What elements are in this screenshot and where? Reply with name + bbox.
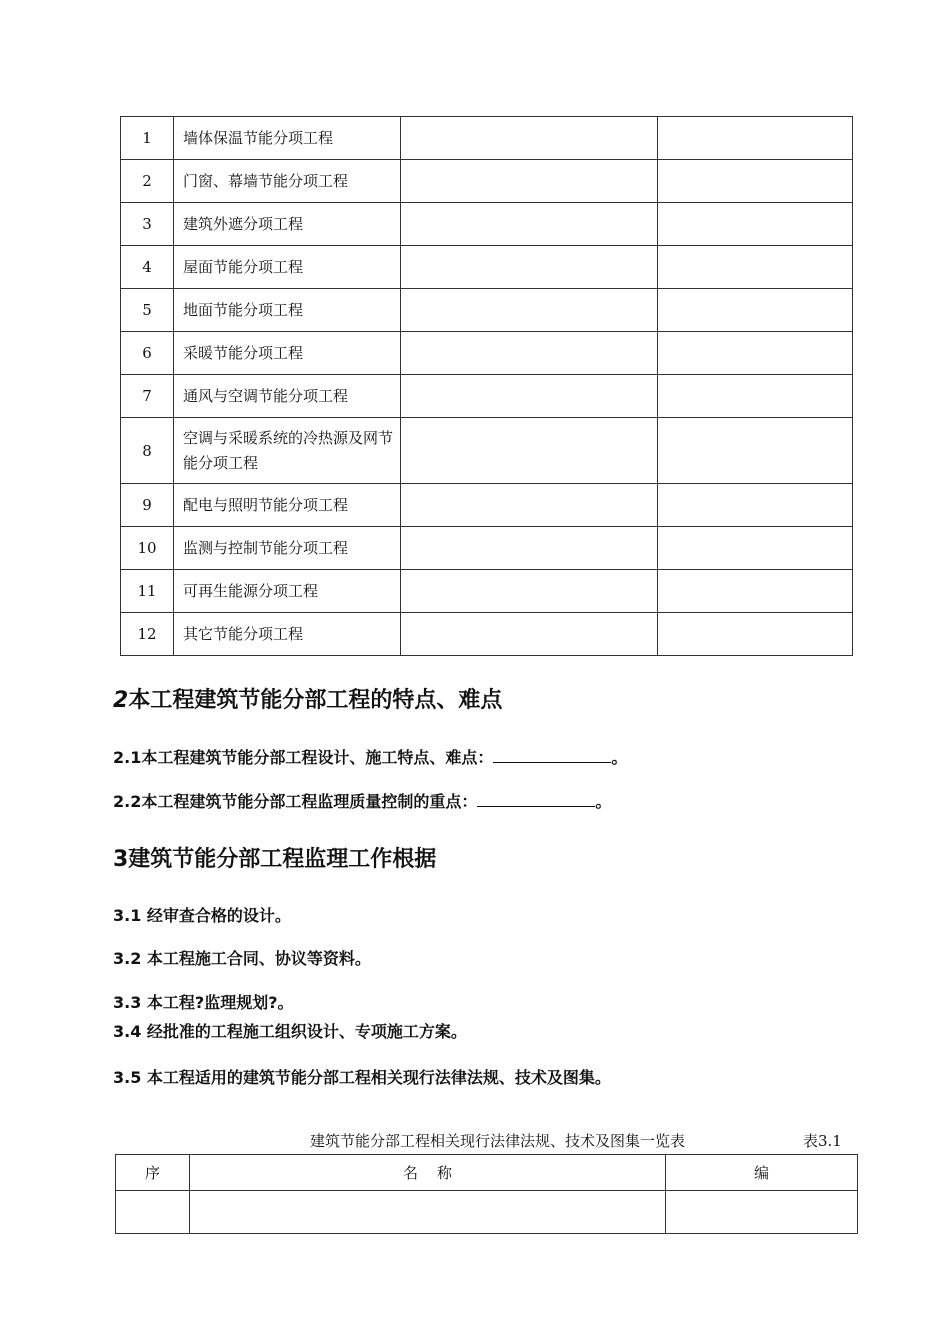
header-cell-index: 序: [116, 1155, 190, 1191]
empty-cell: [658, 332, 853, 375]
empty-cell: [401, 375, 658, 418]
table-row: [121, 203, 853, 246]
table-cell: [190, 1191, 666, 1234]
table-row: [121, 570, 853, 613]
row-number: 7: [121, 375, 174, 418]
table-header-row: [116, 1155, 858, 1191]
table-row: [121, 527, 853, 570]
table-row: [121, 418, 853, 484]
end-mark: 。: [611, 748, 628, 767]
empty-cell: [401, 160, 658, 203]
subitem-name: 采暖节能分项工程: [174, 332, 401, 375]
table-row: [121, 613, 853, 656]
table-row: [116, 1191, 858, 1234]
subitem-name: 配电与照明节能分项工程: [174, 484, 401, 527]
subitem-name: 其它节能分项工程: [174, 613, 401, 656]
row-number: 10: [121, 527, 174, 570]
empty-cell: [658, 484, 853, 527]
section-2-heading: [113, 683, 502, 714]
empty-cell: [658, 613, 853, 656]
row-number: 4: [121, 246, 174, 289]
empty-cell: [401, 613, 658, 656]
empty-cell: [401, 418, 658, 484]
item-3-2: 3.2 本工程施工合同、协议等资料。: [113, 949, 371, 968]
empty-cell: [401, 203, 658, 246]
empty-cell: [658, 375, 853, 418]
subitem-name: 监测与控制节能分项工程: [174, 527, 401, 570]
row-number: 8: [121, 418, 174, 484]
section-3-heading: 3建筑节能分部工程监理工作根据: [113, 847, 437, 872]
empty-cell: [401, 289, 658, 332]
empty-cell: [658, 570, 853, 613]
empty-cell: [401, 484, 658, 527]
item-3-4: 3.4 经批准的工程施工组织设计、专项施工方案。: [113, 1022, 467, 1041]
row-number: 3: [121, 203, 174, 246]
empty-cell: [401, 332, 658, 375]
subitem-table: [120, 116, 853, 656]
table-row: [121, 332, 853, 375]
subitem-name: 墙体保温节能分项工程: [174, 117, 401, 160]
empty-cell: [401, 527, 658, 570]
table-row: [121, 117, 853, 160]
row-number: 11: [121, 570, 174, 613]
row-number: 9: [121, 484, 174, 527]
item-3-1: 3.1 经审查合格的设计。: [113, 906, 291, 925]
table-number: 表3.1: [803, 1132, 842, 1150]
item-3-5: 3.5 本工程适用的建筑节能分部工程相关现行法律法规、技术及图集。: [113, 1068, 611, 1087]
table-row: [121, 484, 853, 527]
subitem-name: 通风与空调节能分项工程: [174, 375, 401, 418]
table-caption: 建筑节能分部工程相关现行法律法规、技术及图集一览表: [310, 1132, 686, 1150]
header-cell-code: 编: [666, 1155, 858, 1191]
subitem-name: 可再生能源分项工程: [174, 570, 401, 613]
subitem-name: 屋面节能分项工程: [174, 246, 401, 289]
fill-blank: [493, 746, 611, 763]
paragraph-2-2-text: 2.2本工程建筑节能分部工程监理质量控制的重点：: [113, 792, 478, 811]
empty-cell: [658, 117, 853, 160]
table-cell: [116, 1191, 190, 1234]
subitem-name: 地面节能分项工程: [174, 289, 401, 332]
empty-cell: [658, 418, 853, 484]
row-number: 6: [121, 332, 174, 375]
regulations-table: [115, 1154, 858, 1234]
empty-cell: [658, 203, 853, 246]
section-2-number: 2: [113, 688, 129, 713]
empty-cell: [401, 570, 658, 613]
table-row: [121, 246, 853, 289]
table-row: [121, 289, 853, 332]
paragraph-2-1-text: 2.1本工程建筑节能分部工程设计、施工特点、难点：: [113, 748, 494, 767]
paragraph-2-2: [113, 789, 611, 812]
fill-blank: [477, 790, 595, 807]
empty-cell: [658, 527, 853, 570]
subitem-name: 门窗、幕墙节能分项工程: [174, 160, 401, 203]
empty-cell: [658, 246, 853, 289]
row-number: 2: [121, 160, 174, 203]
table-row: [121, 160, 853, 203]
empty-cell: [401, 117, 658, 160]
empty-cell: [658, 160, 853, 203]
section-2-title: 本工程建筑节能分部工程的特点、难点: [128, 688, 503, 713]
table-cell: [666, 1191, 858, 1234]
item-3-3: 3.3 本工程?监理规划?。: [113, 993, 294, 1012]
empty-cell: [401, 246, 658, 289]
row-number: 12: [121, 613, 174, 656]
empty-cell: [658, 289, 853, 332]
end-mark: 。: [595, 792, 612, 811]
subitem-name: 建筑外遮分项工程: [174, 203, 401, 246]
subitem-name: 空调与采暖系统的冷热源及网节能分项工程: [174, 418, 401, 484]
row-number: 1: [121, 117, 174, 160]
table-row: [121, 375, 853, 418]
paragraph-2-1: [113, 745, 627, 768]
row-number: 5: [121, 289, 174, 332]
header-cell-name: 名 称: [190, 1155, 666, 1191]
